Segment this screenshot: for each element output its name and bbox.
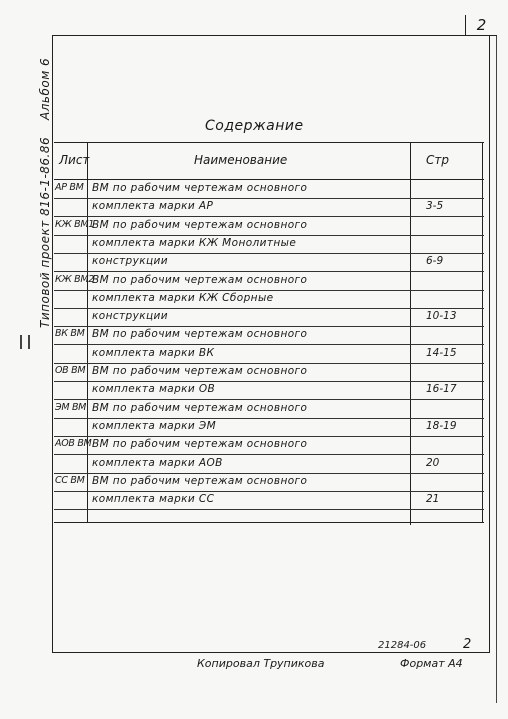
table-header: [54, 143, 484, 180]
row-name: ВМ по рабочим чертежам основного: [92, 474, 308, 487]
row-name: комплекта марки АОВ: [92, 456, 223, 469]
row-name: комплекта марки КЖ Монолитные: [92, 236, 297, 249]
row-sheet-code: ОВ ВМ: [55, 365, 86, 376]
row-page: 16-17: [426, 383, 457, 396]
page-title: Содержание: [205, 118, 304, 134]
row-sheet-code: ВК ВМ: [55, 328, 85, 340]
row-sheet-code: СС ВМ: [55, 474, 85, 486]
row-page: 14-15: [426, 346, 457, 359]
table-row: [54, 345, 484, 364]
table-row: [54, 491, 484, 510]
row-name: конструкции: [92, 255, 168, 268]
row-page: 20: [426, 456, 440, 469]
row-name: ВМ по рабочим чертежам основного: [92, 273, 308, 286]
table-bottom-line: [54, 522, 484, 523]
row-name: комплекта марки ЭМ: [92, 419, 217, 432]
footer-format: Формат А4: [400, 657, 463, 670]
row-name: ВМ по рабочим чертежам основного: [92, 218, 308, 231]
contents-table: [54, 142, 484, 523]
row-name: комплекта марки ОВ: [92, 383, 216, 396]
row-name: комплекта марки АР: [92, 200, 214, 213]
table-row: [54, 180, 484, 199]
row-page: 6-9: [426, 255, 444, 268]
table-row: [54, 418, 484, 437]
row-sheet-code: АР ВМ: [55, 182, 84, 193]
table-row: [54, 290, 484, 309]
footer-copied-by: Копировал Трупикова: [197, 657, 325, 670]
row-page: 3-5: [426, 200, 444, 213]
table-row: [54, 217, 484, 236]
row-name: комплекта марки ВК: [92, 346, 215, 359]
table-row: [54, 235, 484, 254]
row-name: ВМ по рабочим чертежам основного: [92, 401, 308, 414]
row-page: 10-13: [426, 310, 457, 323]
row-name: ВМ по рабочим чертежам основного: [92, 182, 308, 194]
table-row: [54, 253, 484, 272]
row-name: ВМ по рабочим чертежам основного: [92, 328, 308, 341]
table-row: [54, 308, 484, 327]
row-name: комплекта марки СС: [92, 493, 215, 506]
table-row: [54, 198, 484, 217]
side-project-label: Типовой проект 816-1-86.86: [38, 136, 52, 328]
table-row: [54, 381, 484, 400]
row-name: ВМ по рабочим чертежам основного: [92, 438, 308, 451]
row-name: ВМ по рабочим чертежам основного: [92, 365, 308, 377]
row-sheet-code: КЖ ВМ2: [55, 273, 94, 285]
table-row: [54, 326, 484, 345]
header-sheet: Лист: [59, 153, 90, 167]
header-page: Стр: [426, 153, 449, 167]
row-sheet-code: ЭМ ВМ: [55, 401, 87, 413]
row-sheet-code: АОВ ВМ: [55, 438, 92, 450]
row-name: комплекта марки КЖ Сборные: [92, 291, 274, 304]
table-row: [54, 363, 484, 382]
table-row: [54, 436, 484, 455]
table-row: [54, 455, 484, 474]
row-name: конструкции: [92, 310, 168, 323]
table-row: [54, 400, 484, 419]
sheet-edge-line: [496, 35, 497, 703]
row-sheet-code: КЖ ВМ1: [55, 218, 94, 230]
side-album-label: Альбом 6: [38, 57, 52, 120]
header-name: Наименование: [194, 153, 288, 167]
stamp-code: 21284-06: [378, 640, 427, 651]
row-page: 18-19: [426, 419, 457, 432]
table-row: [54, 272, 484, 291]
row-page: 21: [426, 493, 440, 506]
frame-bottom-line: [52, 652, 490, 653]
table-row: [54, 473, 484, 492]
binding-mark: [20, 335, 30, 349]
sheet-number-box: 2: [465, 15, 497, 36]
stamp-page-number: 2: [463, 637, 472, 652]
